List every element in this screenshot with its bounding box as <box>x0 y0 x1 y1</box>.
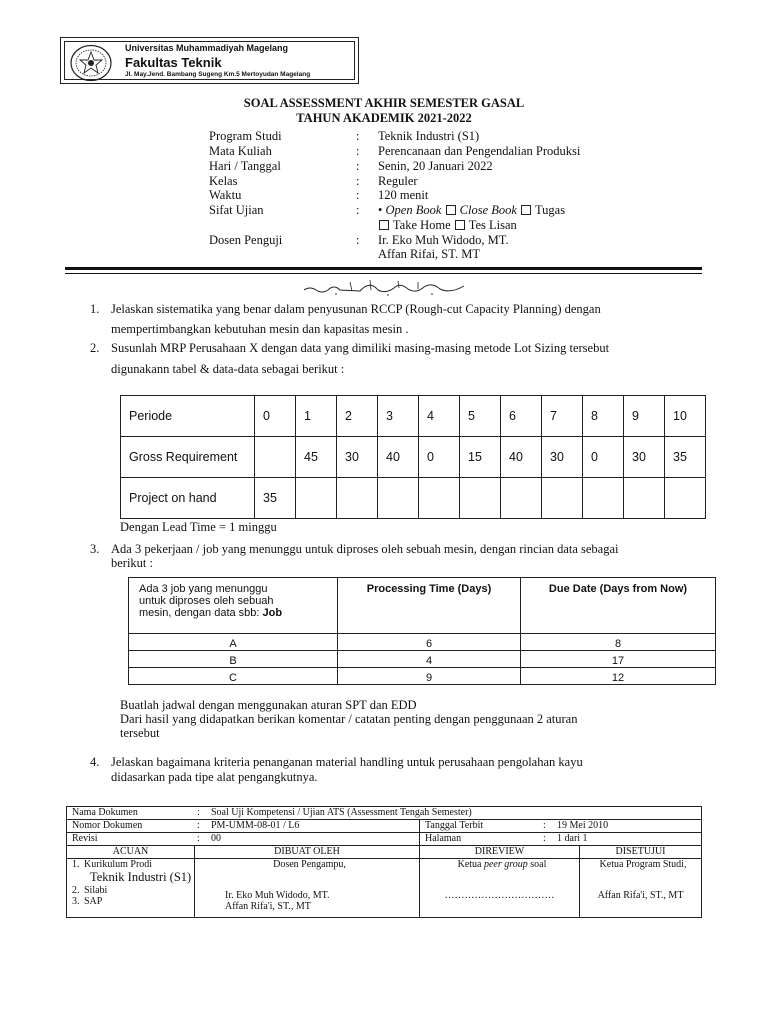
on-hand-cell <box>460 478 501 519</box>
question-number: 3. <box>90 542 100 556</box>
revision-cell <box>67 833 420 846</box>
question-4 <box>0 755 768 787</box>
question-4-line-1: Jelaskan bagaimana kriteria penanganan material handling untuk perusahaan pengolahan kayu <box>111 755 583 769</box>
references-cell <box>67 859 195 918</box>
gross-cell: 30 <box>624 437 665 478</box>
col-made-by: DIBUAT OLEH <box>195 846 420 859</box>
reviewer-role <box>425 859 579 870</box>
table-row <box>67 820 702 833</box>
question-3-instruction-2: Dari hasil yang didapatkan berikan komentar / catatan penting dengan penggunaan 2 aturan <box>120 712 578 726</box>
header-due-date: Due Date (Days from Now) <box>521 578 716 634</box>
on-hand-cell <box>337 478 378 519</box>
period-cell: 1 <box>296 396 337 437</box>
issue-date-value: 19 Mei 2010 <box>557 820 609 831</box>
lot-sizing-table <box>120 395 706 519</box>
period-cell: 3 <box>378 396 419 437</box>
on-hand-cell <box>378 478 419 519</box>
on-hand-cell <box>419 478 460 519</box>
program-label: Program Studi <box>209 129 282 143</box>
page-label: Halaman <box>425 833 462 844</box>
due-cell: 8 <box>521 634 716 651</box>
course-value: Perencanaan dan Pengendalian Produksi <box>378 144 581 158</box>
reviewer-role-em: peer group <box>483 859 528 870</box>
made-by-role: Dosen Pengampu, <box>273 859 346 870</box>
info-time-row <box>0 188 768 203</box>
approved-cell <box>580 859 702 918</box>
date-label: Hari / Tanggal <box>209 159 281 173</box>
revision-value: 00 <box>211 833 221 844</box>
period-cell: 10 <box>665 396 706 437</box>
revision-label: Revisi <box>72 833 98 844</box>
period-cell: 9 <box>624 396 665 437</box>
gross-cell <box>255 437 296 478</box>
info-date-row <box>0 159 768 174</box>
reference-number: 3. <box>72 896 80 907</box>
doc-name-label: Nama Dokumen <box>72 807 138 818</box>
on-hand-cell: 35 <box>255 478 296 519</box>
table-row <box>129 651 716 668</box>
reviewer-role-pre: Ketua <box>457 859 484 870</box>
processing-cell: 6 <box>338 634 521 651</box>
examiner-2: Affan Rifai, ST. MT <box>378 247 480 261</box>
question-number: 2. <box>90 341 100 355</box>
letterhead-inner-border <box>64 41 355 80</box>
info-examiner-row-2 <box>0 247 768 262</box>
bullet-icon: • <box>378 203 383 217</box>
issue-date-label: Tanggal Terbit <box>425 820 484 831</box>
colon: : <box>543 820 546 831</box>
time-label: Waktu <box>209 188 242 202</box>
period-cell: 0 <box>255 396 296 437</box>
table-row <box>121 478 706 519</box>
time-value: 120 menit <box>378 188 429 202</box>
gross-cell: 40 <box>501 437 542 478</box>
gross-cell: 40 <box>378 437 419 478</box>
colon: : <box>197 833 200 844</box>
reference-number: 2. <box>72 885 80 896</box>
class-value: Reguler <box>378 174 418 188</box>
option-open-book: Open Book <box>385 203 442 217</box>
table-row <box>67 807 702 820</box>
divider-thin <box>65 273 702 274</box>
reference-3 <box>72 896 194 907</box>
question-4-line-2: didasarkan pada tipe alat pengangkutnya. <box>111 770 318 784</box>
date-value: Senin, 20 Januari 2022 <box>378 159 493 173</box>
reference-1-sub: Teknik Industri (S1) <box>90 870 192 884</box>
header-description <box>129 578 338 634</box>
processing-cell: 4 <box>338 651 521 668</box>
job-cell: C <box>129 668 338 685</box>
program-value: Teknik Industri (S1) <box>378 129 480 143</box>
option-task: Tugas <box>534 203 566 217</box>
question-2-line-1: Susunlah MRP Perusahaan X dengan data yang dimiliki masing-masing metode Lot Sizing tersebut <box>111 341 610 355</box>
nature-options-2 <box>378 218 517 233</box>
table-header-row <box>67 846 702 859</box>
on-hand-cell <box>501 478 542 519</box>
processing-cell: 9 <box>338 668 521 685</box>
row-label-period: Periode <box>121 396 255 437</box>
info-nature-row <box>0 203 768 218</box>
made-by-names <box>195 890 419 912</box>
period-cell: 6 <box>501 396 542 437</box>
question-3-instruction-3: tersebut <box>120 726 160 740</box>
course-label: Mata Kuliah <box>209 144 272 158</box>
reference-3-text: SAP <box>84 896 103 907</box>
gross-cell: 15 <box>460 437 501 478</box>
job-cell: A <box>129 634 338 651</box>
question-1 <box>0 302 768 342</box>
reviewer-role-post: soal <box>527 859 547 870</box>
checkbox-icon <box>446 205 456 215</box>
bismillah-calligraphy-icon <box>300 276 470 298</box>
divider-thick <box>65 267 702 270</box>
doc-name-value: Soal Uji Kompetensi / Ujian ATS (Assessment Tengah Semester) <box>211 807 472 818</box>
made-by-name-2: Affan Rifa'i, ST., MT <box>225 901 311 912</box>
colon: : <box>356 174 360 188</box>
gross-cell: 35 <box>665 437 706 478</box>
colon: : <box>356 144 360 158</box>
doc-number-cell <box>67 820 420 833</box>
question-3-line-2: berikut : <box>111 556 154 570</box>
question-1-line-2: mempertimbangkan kebutuhan mesin dan kapasitas mesin . <box>111 322 409 336</box>
doc-number-value: PM-UMM-08-01 / L6 <box>211 820 300 831</box>
lead-time-note: Dengan Lead Time = 1 minggu <box>120 520 277 534</box>
letterhead <box>60 37 359 84</box>
colon: : <box>356 233 360 247</box>
option-oral-test: Tes Lisan <box>468 218 517 232</box>
colon: : <box>197 820 200 831</box>
question-3 <box>0 542 768 574</box>
colon: : <box>356 159 360 173</box>
faculty-address: Jl. May.Jend. Bambang Sugeng Km.5 Mertoyudan Magelang <box>125 71 311 78</box>
colon: : <box>197 807 200 818</box>
document-control-table <box>66 806 702 918</box>
gross-cell: 30 <box>542 437 583 478</box>
issue-date-cell <box>420 820 702 833</box>
info-nature-row-2 <box>0 218 768 233</box>
on-hand-cell <box>296 478 337 519</box>
table-row <box>121 396 706 437</box>
header-job-label: Job <box>262 607 283 619</box>
info-class-row <box>0 174 768 189</box>
info-examiner-row <box>0 233 768 248</box>
checkbox-icon <box>379 220 389 230</box>
reference-1-text: Kurikulum Prodi <box>84 859 153 870</box>
colon: : <box>356 188 360 202</box>
page-cell <box>420 833 702 846</box>
table-row <box>121 437 706 478</box>
faculty-name: Fakultas Teknik <box>125 55 222 70</box>
table-row <box>129 668 716 685</box>
reviewer-signature-line: …………………………… <box>444 890 555 901</box>
made-by-cell <box>195 859 420 918</box>
approver-role: Ketua Program Studi, <box>599 859 687 870</box>
question-3-instruction-1: Buatlah jadwal dengan menggunakan aturan SPT dan EDD <box>120 698 417 712</box>
examiner-1: Ir. Eko Muh Widodo, MT. <box>378 233 509 247</box>
table-row <box>129 634 716 651</box>
info-course-row <box>0 144 768 159</box>
option-take-home: Take Home <box>392 218 451 232</box>
job-table <box>128 577 716 685</box>
made-by-name-1: Ir. Eko Muh Widodo, MT. <box>225 890 330 901</box>
colon: : <box>356 129 360 143</box>
on-hand-cell <box>624 478 665 519</box>
examiner-label: Dosen Penguji <box>209 233 283 247</box>
reference-number: 1. <box>72 859 80 870</box>
gross-cell: 45 <box>296 437 337 478</box>
header-processing-time: Processing Time (Days) <box>338 578 521 634</box>
header-description-text: mesin, dengan data sbb: <box>139 607 263 619</box>
nature-label: Sifat Ujian <box>209 203 264 217</box>
period-cell: 4 <box>419 396 460 437</box>
reviewed-cell <box>420 859 580 918</box>
col-approved: DISETUJUI <box>580 846 702 859</box>
question-3-line-1: Ada 3 pekerjaan / job yang menunggu untuk diproses oleh sebuah mesin, dengan rincian data sebagai <box>111 542 619 556</box>
gross-cell: 30 <box>337 437 378 478</box>
checkbox-icon <box>521 205 531 215</box>
info-program-row <box>0 129 768 144</box>
table-row <box>67 833 702 846</box>
reference-1 <box>72 859 194 870</box>
on-hand-cell <box>542 478 583 519</box>
exam-title: SOAL ASSESSMENT AKHIR SEMESTER GASAL <box>243 96 525 110</box>
period-cell: 8 <box>583 396 624 437</box>
period-cell: 5 <box>460 396 501 437</box>
question-2-line-2: digunakann tabel & data-data sebagai berikut : <box>111 362 345 376</box>
header-description-line-3 <box>139 607 337 619</box>
period-cell: 2 <box>337 396 378 437</box>
reference-2-text: Silabi <box>84 885 108 896</box>
question-1-line-1: Jelaskan sistematika yang benar dalam penyusunan RCCP (Rough-cut Capacity Planning) dengan <box>111 302 601 316</box>
gross-cell: 0 <box>583 437 624 478</box>
checkbox-icon <box>455 220 465 230</box>
academic-year: TAHUN AKADEMIK 2021-2022 <box>296 111 472 125</box>
header-description-line-2: untuk diproses oleh sebuah <box>139 595 274 607</box>
on-hand-cell <box>665 478 706 519</box>
university-name: Universitas Muhammadiyah Magelang <box>125 43 289 53</box>
col-acuan: ACUAN <box>67 846 195 859</box>
colon: : <box>543 833 546 844</box>
university-logo-icon <box>69 44 113 82</box>
reference-2 <box>72 885 194 896</box>
page-value: 1 dari 1 <box>557 833 588 844</box>
row-label-on-hand: Project on hand <box>121 478 255 519</box>
doc-name-cell <box>67 807 702 820</box>
gross-cell: 0 <box>419 437 460 478</box>
due-cell: 12 <box>521 668 716 685</box>
due-cell: 17 <box>521 651 716 668</box>
row-label-gross: Gross Requirement <box>121 437 255 478</box>
question-2 <box>0 341 768 381</box>
nature-options <box>378 203 565 218</box>
approver-name: Affan Rifa'i, ST., MT <box>597 890 684 901</box>
option-close-book: Close Book <box>459 203 517 217</box>
class-label: Kelas <box>209 174 238 188</box>
job-cell: B <box>129 651 338 668</box>
header-description-line-1: Ada 3 job yang menunggu <box>139 583 268 595</box>
on-hand-cell <box>583 478 624 519</box>
doc-number-label: Nomor Dokumen <box>72 820 143 831</box>
colon: : <box>356 203 360 217</box>
table-header-row <box>129 578 716 634</box>
question-number: 1. <box>90 302 100 316</box>
table-row <box>67 859 702 918</box>
question-number: 4. <box>90 755 100 769</box>
col-reviewed: DIREVIEW <box>420 846 580 859</box>
period-cell: 7 <box>542 396 583 437</box>
